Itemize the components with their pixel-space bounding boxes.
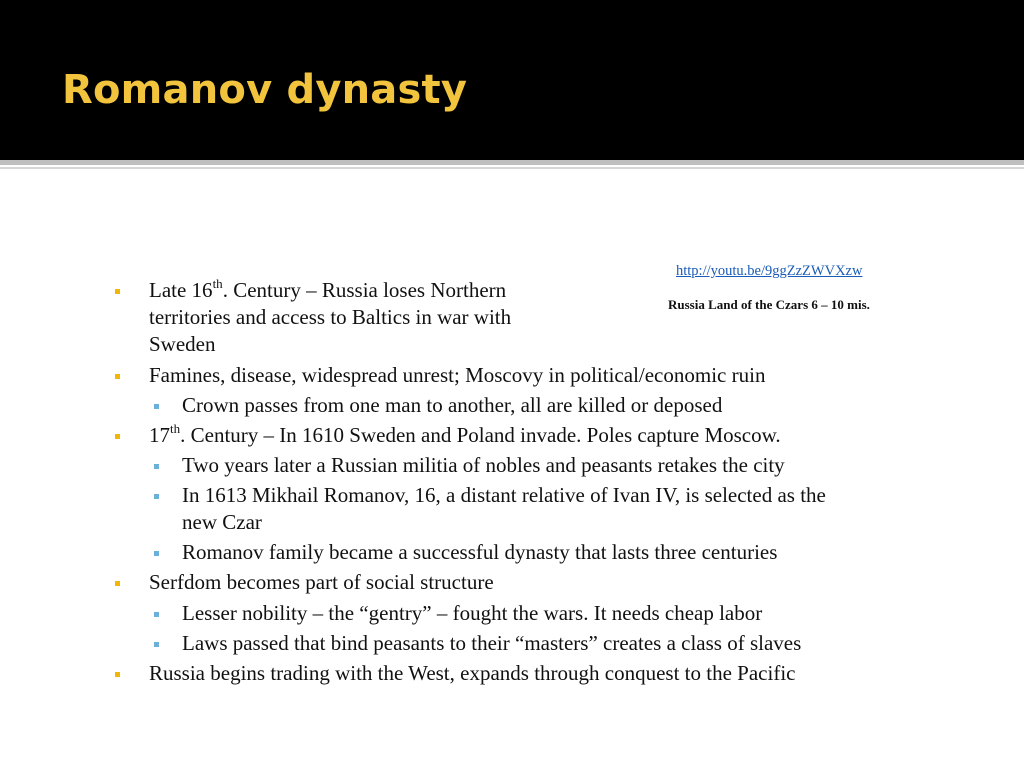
bullet-item-serfdom — [149, 569, 494, 596]
sub-bullet-item-laws — [182, 630, 801, 657]
bullet-text: Crown passes from one man to another, all are killed or deposed — [182, 393, 723, 417]
bullet-text-line3: Sweden — [149, 332, 216, 356]
bullet-text: Romanov family became a successful dynasty that lasts three centuries — [182, 540, 778, 564]
bullet-item-17th — [149, 422, 781, 449]
bullet-text: Two years later a Russian militia of nobles and peasants retakes the city — [182, 453, 785, 477]
video-caption: Russia Land of the Czars 6 – 10 mis. — [668, 297, 870, 312]
bullet-text: Russia begins trading with the West, expands through conquest to the Pacific — [149, 661, 796, 685]
video-link[interactable]: http://youtu.be/9ggZzZWVXzw — [676, 263, 863, 279]
bullet-text: Lesser nobility – the “gentry” – fought the wars. It needs cheap labor — [182, 601, 763, 625]
square-bullet-icon — [115, 434, 120, 439]
bullet-text: Famines, disease, widespread unrest; Moscovy in political/economic ruin — [149, 363, 766, 387]
sub-bullet-item-mikhail — [182, 482, 826, 536]
bullet-text-line2: new Czar — [182, 510, 262, 534]
sub-bullet-item-dynasty — [182, 539, 777, 566]
square-sub-bullet-icon — [154, 404, 159, 409]
square-bullet-icon — [115, 374, 120, 379]
slide-title: Romanov dynasty — [62, 67, 468, 113]
bullet-text: Serfdom becomes part of social structure — [149, 570, 494, 594]
square-sub-bullet-icon — [154, 642, 159, 647]
square-bullet-icon — [115, 672, 120, 677]
bullet-text: In 1613 Mikhail Romanov, 16, a distant relative of Ivan IV, is selected as the — [182, 483, 826, 507]
bullet-text-line2: territories and access to Baltics in war with — [149, 305, 512, 329]
bullet-text: 17th. Century – In 1610 Sweden and Poland invade. Poles capture Moscow. — [149, 421, 781, 447]
bullet-item-famines — [149, 362, 765, 389]
square-sub-bullet-icon — [154, 494, 159, 499]
square-sub-bullet-icon — [154, 464, 159, 469]
sub-bullet-item-gentry — [182, 600, 762, 627]
sub-bullet-item-militia — [182, 452, 785, 479]
bullet-text: Late 16th. Century – Russia loses Northern — [149, 276, 507, 302]
bullet-item-trading — [149, 660, 795, 687]
square-bullet-icon — [115, 581, 120, 586]
square-sub-bullet-icon — [154, 612, 159, 617]
square-sub-bullet-icon — [154, 551, 159, 556]
square-bullet-icon — [115, 289, 120, 294]
bullet-text: Laws passed that bind peasants to their “masters” creates a class of slaves — [182, 631, 802, 655]
bullet-item-late-16th — [149, 277, 511, 358]
sub-bullet-item-crown — [182, 392, 722, 419]
